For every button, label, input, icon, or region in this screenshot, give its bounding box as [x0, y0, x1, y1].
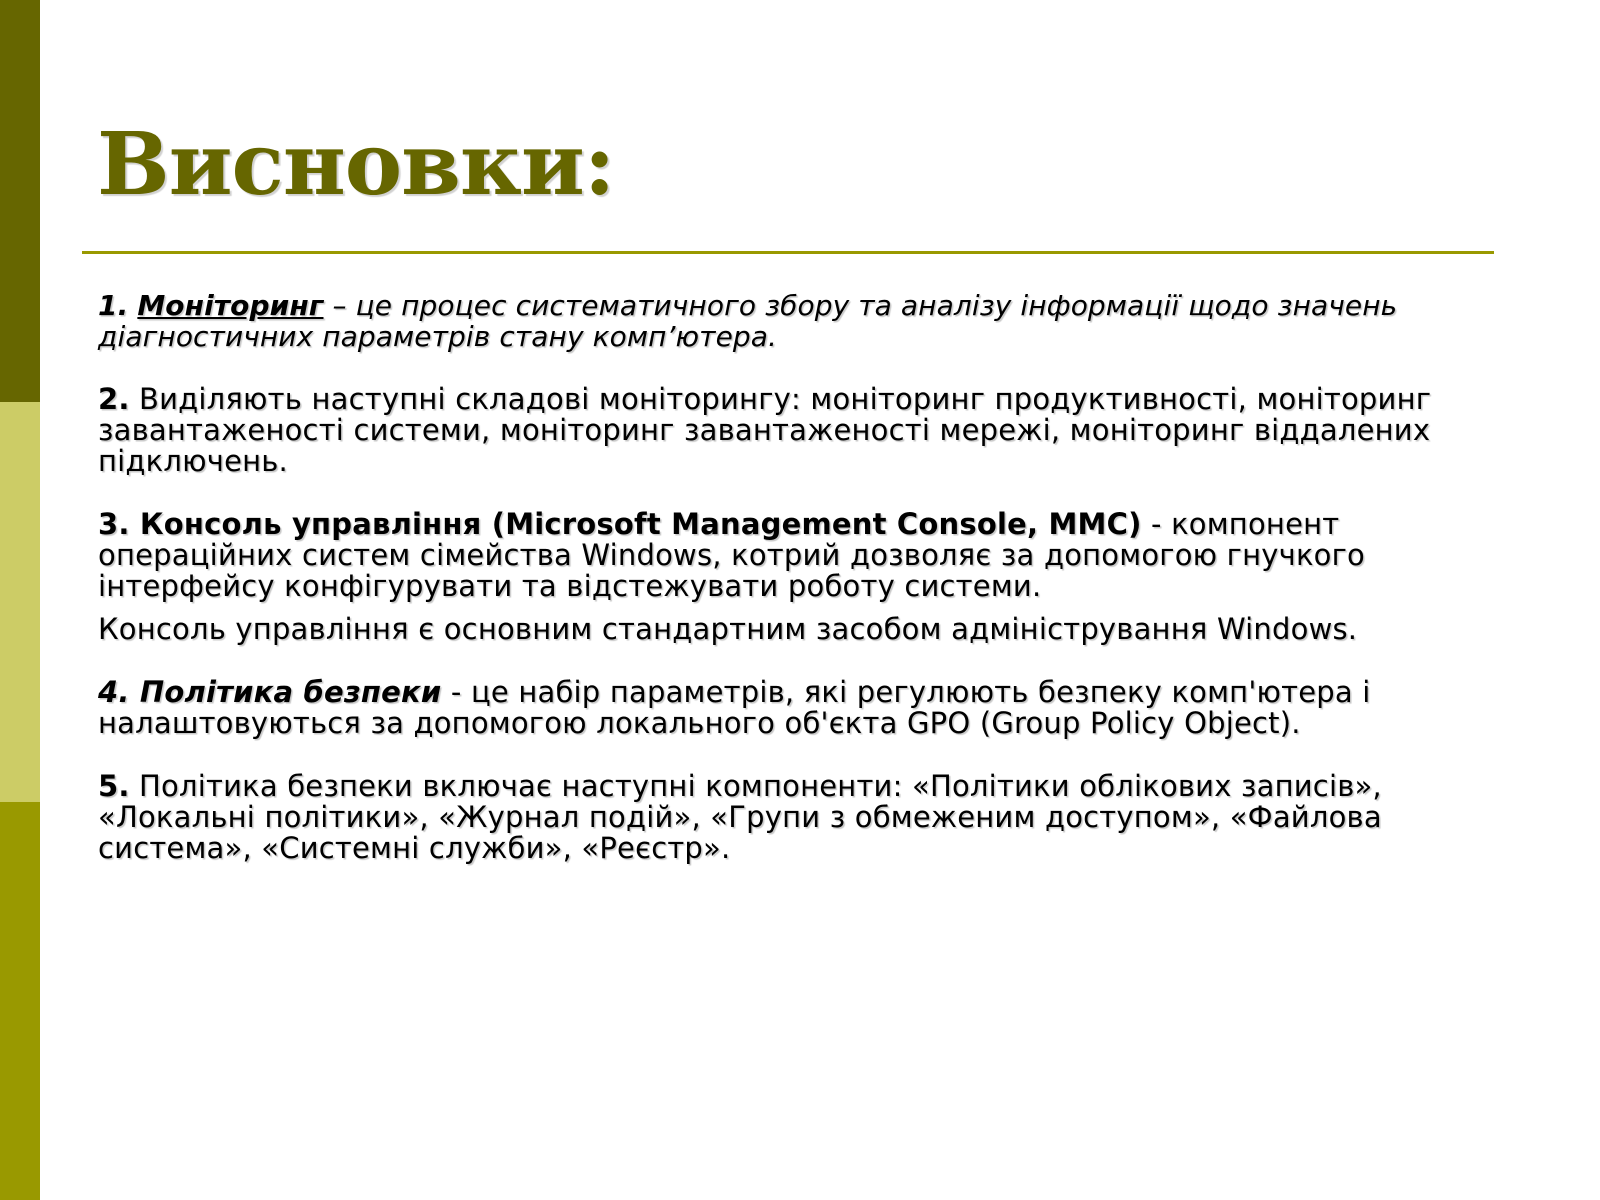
item-text: - компонент операційних систем сімейства Windows, котрий дозволяє за допомогою гнучкого інтерфейсу конфігурувати та відстежувати роботу системи. — [98, 507, 1365, 603]
item-term: Консоль управління (Microsoft Management Console, MMC) — [129, 507, 1142, 541]
item-number: 5. — [98, 769, 130, 803]
item-text: Виділяють наступні складові моніторингу: моніторинг продуктивності, моніторинг завантаженості системи, моніторинг завантаженості мережі, моніторинг віддалених підключень. — [98, 382, 1432, 478]
item-number: 3. — [98, 507, 130, 541]
item-term: Політика безпеки — [129, 675, 442, 709]
item-number: 2. — [98, 382, 130, 416]
title-divider — [82, 251, 1494, 254]
conclusion-item-1 — [98, 290, 1518, 352]
accent-bar-middle — [0, 402, 40, 802]
accent-bar-top — [0, 0, 40, 402]
item-number: 4. — [98, 675, 130, 709]
conclusion-item-3-note: Консоль управління є основним стандартним засобом адміністрування Windows. — [98, 612, 1358, 646]
conclusion-item-5 — [98, 771, 1518, 864]
conclusion-item-4 — [98, 677, 1518, 739]
item-term: Моніторинг — [137, 289, 324, 322]
item-text: - це набір параметрів, які регулюють безпеку комп'ютера і налаштовуються за допомогою локального об'єкта GPO (Group Policy Object). — [98, 675, 1371, 740]
item-text: – це процес систематичного збору та аналізу інформації щодо значень діагностичних параметрів стану комп’ютера. — [98, 289, 1398, 353]
slide-title: Висновки: — [97, 114, 615, 215]
item-text: Політика безпеки включає наступні компоненти: «Політики облікових записів», «Локальні політики», «Журнал подій», «Групи з обмеженим доступом», «Файлова система», «Системні служби», «Реєстр». — [98, 769, 1382, 865]
conclusion-item-3 — [98, 509, 1518, 602]
item-number: 1. — [98, 289, 129, 322]
accent-bar-bottom — [0, 802, 40, 1200]
conclusion-item-2 — [98, 384, 1518, 477]
slide-body — [98, 290, 1518, 864]
